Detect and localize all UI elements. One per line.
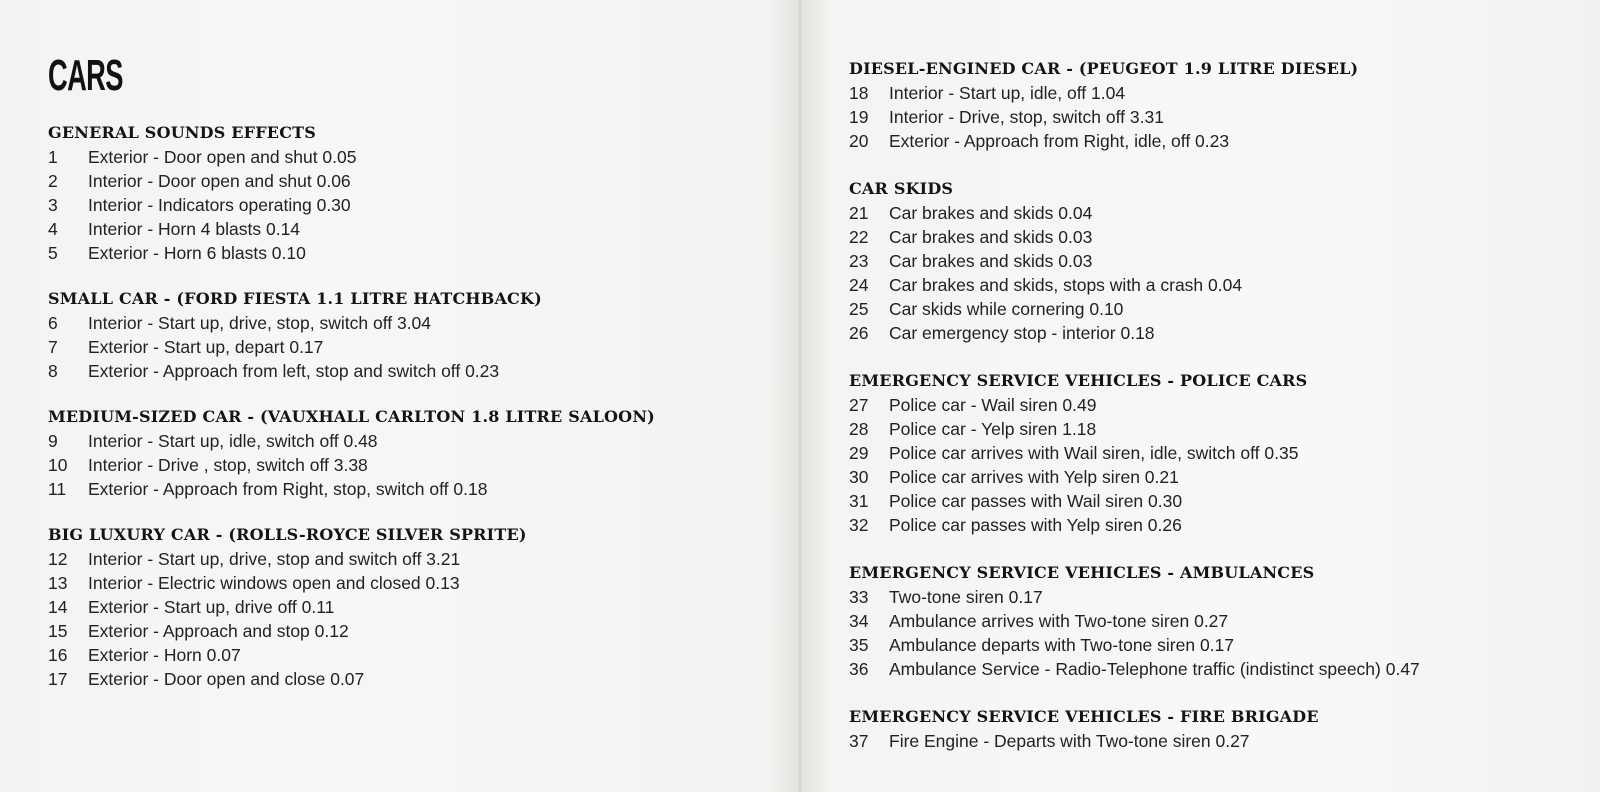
section-medium-car xyxy=(48,406,655,501)
section-general-sounds xyxy=(48,122,357,265)
track-list xyxy=(849,393,1307,537)
track-number: 13 xyxy=(48,573,68,593)
track-number: 29 xyxy=(849,443,869,463)
section-big-luxury-car xyxy=(48,524,527,691)
track-item xyxy=(48,335,542,359)
track-text: Fire Engine - Departs with Two-tone siren 0.27 xyxy=(889,731,1250,751)
track-item xyxy=(48,241,357,265)
section-heading: MEDIUM-SIZED CAR - (VAUXHALL CARLTON 1.8 LITRE SALOON) xyxy=(48,407,655,426)
track-number: 14 xyxy=(48,597,68,617)
section-police-cars xyxy=(849,370,1307,537)
track-text: Car brakes and skids 0.03 xyxy=(889,251,1093,271)
track-item xyxy=(48,217,357,241)
track-text: Interior - Drive , stop, switch off 3.38 xyxy=(88,455,368,475)
track-item xyxy=(849,225,1242,249)
track-list xyxy=(48,311,542,383)
track-item xyxy=(849,105,1358,129)
track-text: Car brakes and skids 0.04 xyxy=(889,203,1093,223)
track-list xyxy=(48,429,655,501)
track-number: 1 xyxy=(48,147,58,167)
track-text: Car emergency stop - interior 0.18 xyxy=(889,323,1155,343)
track-number: 20 xyxy=(849,131,869,151)
track-number: 22 xyxy=(849,227,869,247)
track-number: 17 xyxy=(48,669,68,689)
track-text: Ambulance Service - Radio-Telephone traffic (indistinct speech) 0.47 xyxy=(889,659,1420,679)
track-item xyxy=(48,477,655,501)
track-item xyxy=(849,441,1307,465)
track-item xyxy=(48,595,527,619)
track-item xyxy=(849,489,1307,513)
track-text: Police car passes with Yelp siren 0.26 xyxy=(889,515,1182,535)
track-text: Exterior - Start up, depart 0.17 xyxy=(88,337,324,357)
section-heading: GENERAL SOUNDS EFFECTS xyxy=(48,123,316,142)
track-item xyxy=(849,393,1307,417)
section-small-car xyxy=(48,288,542,383)
track-number: 32 xyxy=(849,515,869,535)
track-text: Interior - Start up, drive, stop, switch off 3.04 xyxy=(88,313,432,333)
track-item xyxy=(849,657,1420,681)
track-text: Car brakes and skids, stops with a crash 0.04 xyxy=(889,275,1243,295)
track-item xyxy=(48,429,655,453)
track-text: Exterior - Approach from left, stop and switch off 0.23 xyxy=(88,361,500,381)
track-number: 3 xyxy=(48,195,58,215)
track-text: Exterior - Door open and close 0.07 xyxy=(88,669,365,689)
track-item xyxy=(849,81,1358,105)
track-list xyxy=(849,585,1420,681)
track-item xyxy=(849,513,1307,537)
track-number: 2 xyxy=(48,171,58,191)
track-number: 23 xyxy=(849,251,869,271)
track-number: 18 xyxy=(849,83,869,103)
section-heading: EMERGENCY SERVICE VEHICLES - FIRE BRIGADE xyxy=(849,707,1319,726)
section-car-skids xyxy=(849,178,1242,345)
track-text: Exterior - Horn 0.07 xyxy=(88,645,241,665)
track-number: 5 xyxy=(48,243,58,263)
track-item xyxy=(849,729,1319,753)
track-text: Exterior - Door open and shut 0.05 xyxy=(88,147,357,167)
track-text: Car skids while cornering 0.10 xyxy=(889,299,1124,319)
track-item xyxy=(849,465,1307,489)
track-text: Ambulance arrives with Two-tone siren 0.27 xyxy=(889,611,1229,631)
section-heading: DIESEL-ENGINED CAR - (PEUGEOT 1.9 LITRE DIESEL) xyxy=(849,59,1359,78)
track-item xyxy=(849,633,1420,657)
track-text: Interior - Door open and shut 0.06 xyxy=(88,171,351,191)
track-number: 7 xyxy=(48,337,58,357)
track-number: 35 xyxy=(849,635,869,655)
track-text: Interior - Electric windows open and closed 0.13 xyxy=(88,573,460,593)
section-heading: CAR SKIDS xyxy=(849,179,954,198)
section-heading: EMERGENCY SERVICE VEHICLES - POLICE CARS xyxy=(849,371,1308,390)
track-list xyxy=(849,201,1242,345)
track-text: Exterior - Approach from Right, stop, switch off 0.18 xyxy=(88,479,488,499)
track-number: 16 xyxy=(48,645,68,665)
section-fire-brigade xyxy=(849,706,1319,753)
track-item xyxy=(849,297,1242,321)
center-fold xyxy=(797,0,803,792)
track-text: Interior - Start up, idle, switch off 0.48 xyxy=(88,431,378,451)
track-item xyxy=(48,169,357,193)
track-number: 12 xyxy=(48,549,68,569)
page-title: CARS xyxy=(48,51,123,100)
track-item xyxy=(48,193,357,217)
track-text: Exterior - Start up, drive off 0.11 xyxy=(88,597,335,617)
track-number: 27 xyxy=(849,395,869,415)
track-number: 8 xyxy=(48,361,58,381)
track-number: 28 xyxy=(849,419,869,439)
track-item xyxy=(48,619,527,643)
track-item xyxy=(849,417,1307,441)
section-heading: EMERGENCY SERVICE VEHICLES - AMBULANCES xyxy=(849,563,1315,582)
track-item xyxy=(48,311,542,335)
track-item xyxy=(849,273,1242,297)
track-number: 34 xyxy=(849,611,869,631)
track-item xyxy=(48,145,357,169)
track-list xyxy=(849,81,1358,153)
track-number: 31 xyxy=(849,491,869,511)
track-number: 15 xyxy=(48,621,68,641)
track-list xyxy=(849,729,1319,753)
track-number: 9 xyxy=(48,431,58,451)
track-text: Police car - Wail siren 0.49 xyxy=(889,395,1097,415)
track-text: Ambulance departs with Two-tone siren 0.17 xyxy=(889,635,1235,655)
track-number: 11 xyxy=(48,479,67,499)
track-text: Police car passes with Wail siren 0.30 xyxy=(889,491,1183,511)
track-text: Exterior - Approach from Right, idle, off 0.23 xyxy=(889,131,1230,151)
track-number: 30 xyxy=(849,467,869,487)
track-text: Police car - Yelp siren 1.18 xyxy=(889,419,1097,439)
track-item xyxy=(48,547,527,571)
track-list xyxy=(48,547,527,691)
track-item xyxy=(849,129,1358,153)
track-list xyxy=(48,145,357,265)
track-text: Police car arrives with Wail siren, idle, switch off 0.35 xyxy=(889,443,1299,463)
track-text: Police car arrives with Yelp siren 0.21 xyxy=(889,467,1179,487)
track-item xyxy=(48,571,527,595)
track-number: 26 xyxy=(849,323,869,343)
track-number: 24 xyxy=(849,275,869,295)
track-number: 4 xyxy=(48,219,58,239)
track-text: Interior - Start up, drive, stop and switch off 3.21 xyxy=(88,549,461,569)
track-text: Exterior - Approach and stop 0.12 xyxy=(88,621,349,641)
track-number: 21 xyxy=(849,203,869,223)
track-text: Interior - Indicators operating 0.30 xyxy=(88,195,351,215)
section-diesel-car xyxy=(849,58,1358,153)
track-number: 37 xyxy=(849,731,869,751)
track-number: 10 xyxy=(48,455,68,475)
track-number: 25 xyxy=(849,299,869,319)
section-ambulances xyxy=(849,562,1420,681)
track-item xyxy=(849,585,1420,609)
section-heading: SMALL CAR - (FORD FIESTA 1.1 LITRE HATCHBACK) xyxy=(48,289,542,308)
track-number: 6 xyxy=(48,313,58,333)
track-text: Two-tone siren 0.17 xyxy=(889,587,1043,607)
track-text: Interior - Start up, idle, off 1.04 xyxy=(889,83,1126,103)
track-item xyxy=(48,643,527,667)
track-number: 19 xyxy=(849,107,869,127)
track-item xyxy=(849,249,1242,273)
track-item xyxy=(849,321,1242,345)
track-number: 33 xyxy=(849,587,869,607)
track-item xyxy=(48,667,527,691)
track-item xyxy=(48,359,542,383)
track-text: Interior - Horn 4 blasts 0.14 xyxy=(88,219,301,239)
track-text: Exterior - Horn 6 blasts 0.10 xyxy=(88,243,306,263)
track-number: 36 xyxy=(849,659,869,679)
section-heading: BIG LUXURY CAR - (ROLLS-ROYCE SILVER SPRITE) xyxy=(48,525,527,544)
track-text: Interior - Drive, stop, switch off 3.31 xyxy=(889,107,1164,127)
track-item xyxy=(849,609,1420,633)
track-item xyxy=(48,453,655,477)
track-item xyxy=(849,201,1242,225)
track-text: Car brakes and skids 0.03 xyxy=(889,227,1093,247)
